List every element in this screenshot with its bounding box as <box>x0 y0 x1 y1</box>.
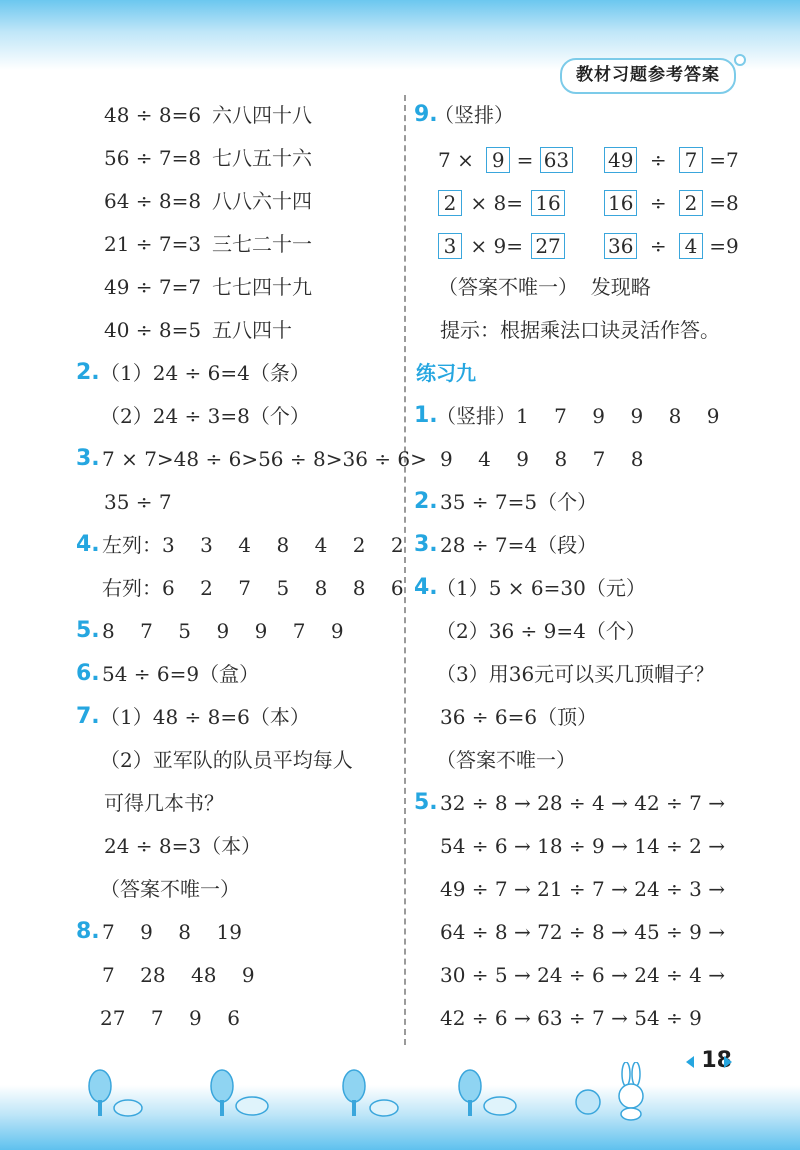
header-title: 教材习题参考答案 <box>560 58 736 94</box>
answer-label: 左列： <box>102 533 162 557</box>
bunny-mascot-icon <box>568 1062 658 1122</box>
rhyme: 七八五十六 <box>212 146 312 170</box>
question-number: 3. <box>414 532 438 557</box>
tree-icon <box>86 1068 156 1118</box>
box-equation-row <box>438 145 573 175</box>
answer-box: 7 <box>679 147 703 173</box>
answer-line: （答案不唯一） 发现略 <box>438 275 651 299</box>
answer-line: （答案不唯一） <box>100 877 240 901</box>
answer-line: （1）24 ÷ 6=4（条） <box>100 361 310 385</box>
equation-part: × 9= <box>470 234 523 258</box>
answer-line: 35 ÷ 7 <box>104 490 172 514</box>
chain-row: 64 ÷ 8 → 72 ÷ 8 → 45 ÷ 9 → <box>440 920 725 944</box>
equation-part: =9 <box>709 234 739 258</box>
box-equation-row <box>438 231 565 261</box>
tree-icon <box>340 1068 410 1118</box>
answer-values: 7 9 8 19 <box>102 920 242 944</box>
mult-row <box>104 100 201 130</box>
question-number: 2. <box>76 360 100 385</box>
question-number: 2. <box>414 489 438 514</box>
equation: 48 ÷ 8=6 <box>104 103 202 127</box>
answer-box: 36 <box>604 233 637 259</box>
answer-label: 右列： <box>102 576 162 600</box>
question-number: 4. <box>414 575 438 600</box>
answer-line: （2）24 ÷ 3=8（个） <box>100 404 310 428</box>
answer-line: 可得几本书？ <box>104 791 224 815</box>
equation-part: ÷ <box>649 191 667 215</box>
answer-line: 9 4 9 8 7 8 <box>440 447 644 471</box>
answer-box: 9 <box>486 147 510 173</box>
rhyme: 三七二十一 <box>212 232 312 256</box>
box-equation-row <box>604 188 739 218</box>
answer-line: 35 ÷ 7=5（个） <box>440 490 598 514</box>
question-number: 8. <box>76 919 100 944</box>
answer-box: 16 <box>531 190 564 216</box>
question-number: 5. <box>414 790 438 815</box>
question-number: 6. <box>76 661 100 686</box>
answer-box: 49 <box>604 147 637 173</box>
answer-values: 3 3 4 8 4 2 2 <box>162 533 404 557</box>
mult-row <box>104 143 201 173</box>
equation: 49 ÷ 7=7 <box>104 275 202 299</box>
question-number: 9. <box>414 102 438 127</box>
section-title: 练习九 <box>416 361 476 385</box>
column-divider <box>404 95 406 1045</box>
chain-row: 32 ÷ 8 → 28 ÷ 4 → 42 ÷ 7 → <box>440 791 725 815</box>
equation-part: 7 × <box>438 148 474 172</box>
equation-part: ÷ <box>649 148 667 172</box>
equation: 40 ÷ 8=5 <box>104 318 202 342</box>
question-number: 3. <box>76 446 100 471</box>
chain-row: 54 ÷ 6 → 18 ÷ 9 → 14 ÷ 2 → <box>440 834 725 858</box>
mult-row <box>104 186 201 216</box>
box-equation-row <box>604 145 739 175</box>
answer-box: 2 <box>438 190 462 216</box>
equation-part: = <box>516 148 534 172</box>
equation: 56 ÷ 7=8 <box>104 146 202 170</box>
answer-box: 27 <box>531 233 564 259</box>
equation: 21 ÷ 7=3 <box>104 232 202 256</box>
prev-arrow-icon <box>686 1056 694 1068</box>
chain-row: 42 ÷ 6 → 63 ÷ 7 → 54 ÷ 9 <box>440 1006 702 1030</box>
rhyme: 五八四十 <box>212 318 292 342</box>
answer-line: （2）亚军队的队员平均每人 <box>100 748 353 772</box>
answer-line: 24 ÷ 8=3（本） <box>104 834 262 858</box>
answer-line: （竖排） <box>434 103 514 127</box>
answer-line: （3）用36元可以买几顶帽子？ <box>436 662 715 686</box>
rhyme: 六八四十八 <box>212 103 312 127</box>
answer-box: 16 <box>604 190 637 216</box>
answer-box: 63 <box>540 147 573 173</box>
rhyme: 七七四十九 <box>212 275 312 299</box>
answer-values: 7 28 48 9 <box>102 963 255 987</box>
question-number: 1. <box>414 403 438 428</box>
tree-icon <box>456 1068 526 1118</box>
page-number: 18 <box>701 1048 732 1073</box>
equation-part: =8 <box>709 191 739 215</box>
equation-part: ÷ <box>649 234 667 258</box>
answer-box: 3 <box>438 233 462 259</box>
equation-part: × 8= <box>470 191 523 215</box>
chain-row: 30 ÷ 5 → 24 ÷ 6 → 24 ÷ 4 → <box>440 963 725 987</box>
box-equation-row <box>438 188 565 218</box>
answer-line: （答案不唯一） <box>436 748 576 772</box>
answer-line: （1）48 ÷ 8=6（本） <box>100 705 310 729</box>
answer-line: 36 ÷ 6=6（顶） <box>440 705 598 729</box>
question-number: 4. <box>76 532 100 557</box>
answer-line: 7 × 7>48 ÷ 6>56 ÷ 8>36 ÷ 6> <box>102 447 427 471</box>
answer-line: （1）5 × 6=30（元） <box>436 576 646 600</box>
tree-icon <box>208 1068 278 1118</box>
hint-line: 提示：根据乘法口诀灵活作答。 <box>440 318 720 342</box>
chain-row: 49 ÷ 7 → 21 ÷ 7 → 24 ÷ 3 → <box>440 877 725 901</box>
answer-values: 8 7 5 9 9 7 9 <box>102 619 344 643</box>
next-arrow-icon <box>724 1056 732 1068</box>
header-dot-icon <box>734 54 746 66</box>
answer-line: （竖排）1 7 9 9 8 9 <box>436 404 720 428</box>
answer-box: 4 <box>679 233 703 259</box>
question-number: 5. <box>76 618 100 643</box>
question-number: 7. <box>76 704 100 729</box>
equation-part: =7 <box>709 148 739 172</box>
box-equation-row <box>604 231 739 261</box>
answer-line: 54 ÷ 6=9（盒） <box>102 662 260 686</box>
answer-line: （2）36 ÷ 9=4（个） <box>436 619 646 643</box>
mult-row <box>104 272 201 302</box>
answer-box: 2 <box>679 190 703 216</box>
answer-line: 28 ÷ 7=4（段） <box>440 533 598 557</box>
equation: 64 ÷ 8=8 <box>104 189 202 213</box>
answer-values: 6 2 7 5 8 8 6 <box>162 576 404 600</box>
rhyme: 八八六十四 <box>212 189 312 213</box>
mult-row <box>104 229 201 259</box>
answer-values: 27 7 9 6 <box>100 1006 240 1030</box>
mult-row <box>104 315 201 345</box>
